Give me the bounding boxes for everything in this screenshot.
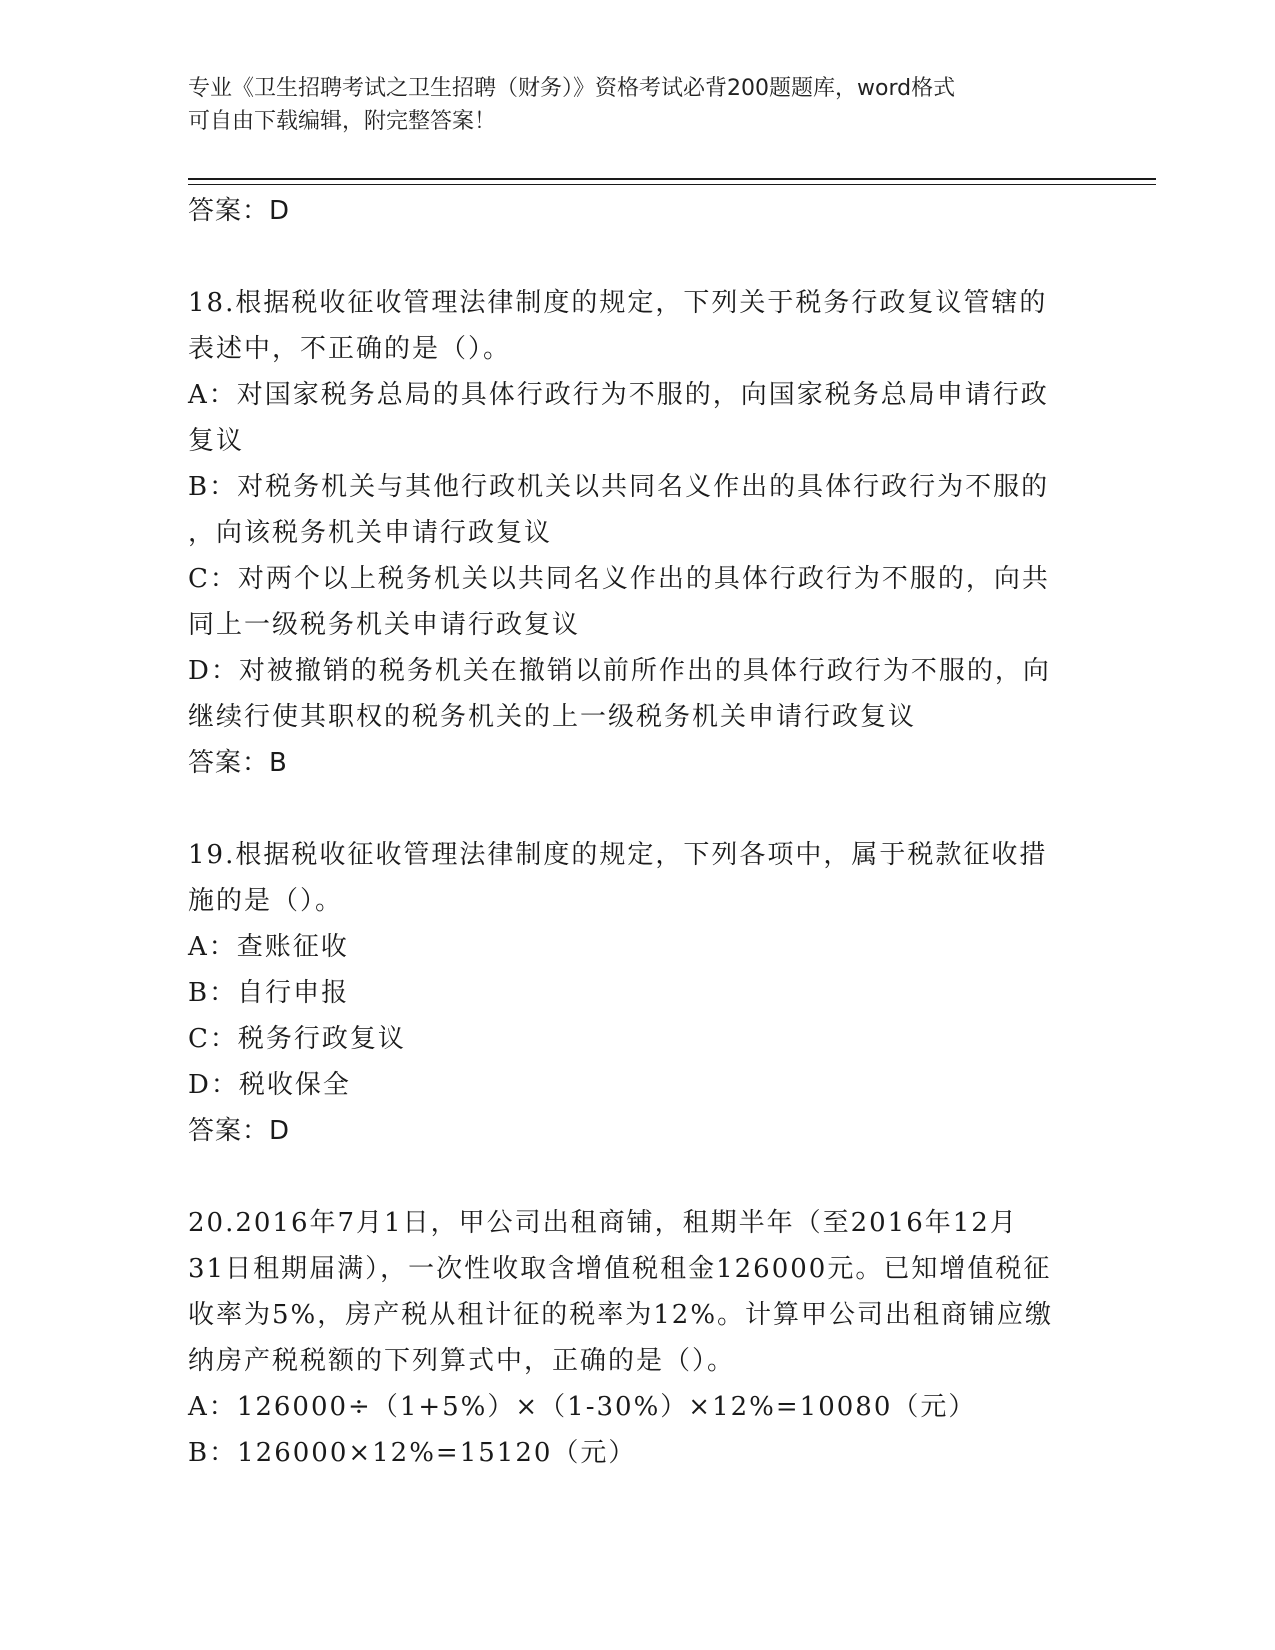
question-20-stem-3: 收率为5%，房产税从租计征的税率为12%。计算甲公司出租商铺应缴 [188, 1300, 1054, 1330]
page-header [188, 72, 1088, 138]
question-18-option-a-2: 复议 [188, 426, 245, 456]
question-20-stem-1: 20.2016年7月1日，甲公司出租商铺，租期半年（至2016年12月 [188, 1208, 1018, 1238]
question-19 [188, 832, 1088, 1154]
question-19-option-c: C：税务行政复议 [188, 1024, 406, 1054]
header-line-1: 专业《卫生招聘考试之卫生招聘（财务）》资格考试必背200题题库，word格式 [188, 76, 956, 101]
question-19-stem-1: 19.根据税收征收管理法律制度的规定，下列各项中，属于税款征收措 [188, 840, 1048, 870]
document-body [188, 188, 1088, 1476]
spacer [188, 234, 1088, 280]
question-20-option-b: B：126000×12%=15120（元） [188, 1438, 637, 1468]
question-20-option-a: A：126000÷（1+5%）×（1-30%）×12%=10080（元） [188, 1392, 977, 1422]
spacer [188, 786, 1088, 832]
question-18-stem-2: 表述中，不正确的是（）。 [188, 334, 512, 364]
header-line-2: 可自由下载编辑，附完整答案！ [188, 109, 497, 134]
question-18-answer: 答案：B [188, 748, 288, 778]
question-18 [188, 280, 1088, 786]
prev-answer: 答案：D [188, 196, 291, 226]
question-18-stem-1: 18.根据税收征收管理法律制度的规定，下列关于税务行政复议管辖的 [188, 288, 1048, 318]
spacer [188, 1154, 1088, 1200]
question-19-option-d: D：税收保全 [188, 1070, 351, 1100]
question-18-option-b-2: ，向该税务机关申请行政复议 [188, 518, 553, 548]
header-rule-thick [188, 178, 1156, 180]
question-18-option-d-2: 继续行使其职权的税务机关的上一级税务机关申请行政复议 [188, 702, 917, 732]
question-18-option-b-1: B：对税务机关与其他行政机关以共同名义作出的具体行政行为不服的 [188, 472, 1050, 502]
question-19-answer: 答案：D [188, 1116, 291, 1146]
question-19-stem-2: 施的是（）。 [188, 886, 344, 916]
question-18-option-c-1: C：对两个以上税务机关以共同名义作出的具体行政行为不服的，向共 [188, 564, 1050, 594]
question-20-stem-2: 31日租期届满），一次性收取含增值税租金126000元。已知增值税征 [188, 1254, 1052, 1284]
question-20 [188, 1200, 1088, 1476]
question-20-stem-4: 纳房产税税额的下列算式中，正确的是（）。 [188, 1346, 736, 1376]
question-19-option-a: A：查账征收 [188, 932, 349, 962]
question-18-option-a-1: A：对国家税务总局的具体行政行为不服的，向国家税务总局申请行政 [188, 380, 1049, 410]
question-19-option-b: B：自行申报 [188, 978, 350, 1008]
question-18-option-d-1: D：对被撤销的税务机关在撤销以前所作出的具体行政行为不服的，向 [188, 656, 1051, 686]
header-rule-thin [188, 184, 1156, 185]
question-18-option-c-2: 同上一级税务机关申请行政复议 [188, 610, 581, 640]
